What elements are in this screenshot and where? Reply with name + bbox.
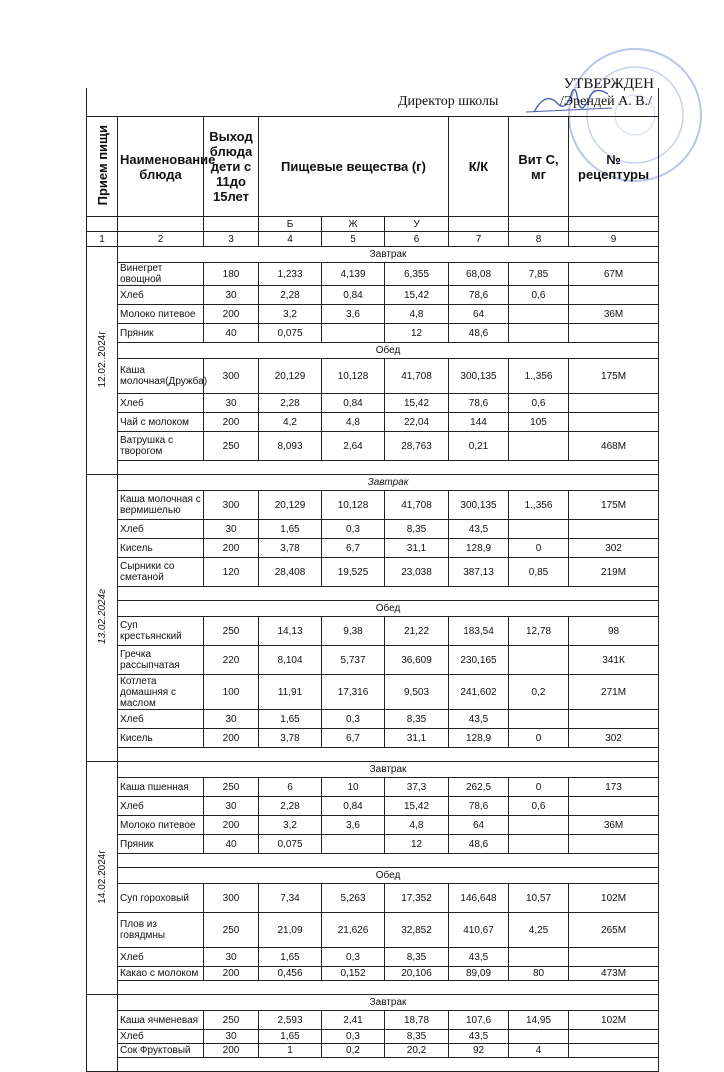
header-recipe: № рецептуры (569, 117, 659, 217)
table-row: Каша молочная с вермишелью 300 20,129 10,128 41,708 300,135 1.,356 175М (87, 491, 659, 520)
day2-breakfast-heading: 13.02.2024г Завтрак (87, 475, 659, 491)
table-row: Каша ячменевая 250 2,593 2,41 18,78 107,6 14,95 102М (87, 1011, 659, 1030)
table-row: Плов из говядмны 250 21,09 21,626 32,852 410,67 4,25 265М (87, 913, 659, 948)
day3-breakfast-heading: 14.02.2024г Завтрак (87, 762, 659, 778)
day2-spacer-row (87, 587, 659, 601)
table-row: Хлеб 30 1,65 0,3 8,35 43,5 (87, 710, 659, 729)
header-zh: Ж (322, 217, 385, 232)
table-row: Хлеб 30 2,28 0,84 15,42 78,6 0,6 (87, 797, 659, 816)
table-row: Каша молочная(Дружба) 300 20,129 10,128 41,708 300,135 1.,356 175М (87, 359, 659, 394)
header-vitc: Вит С, мг (509, 117, 569, 217)
table-row: Винегрет овощной 180 1,233 4,139 6,355 68,08 7,85 67М (87, 263, 659, 286)
header-kk: К/К (449, 117, 509, 217)
day2-date: 13.02.2024г (87, 475, 118, 762)
day4-end-spacer (87, 1058, 659, 1072)
header-row (87, 117, 659, 217)
header-u: У (385, 217, 449, 232)
table-row: Гречка рассыпчатая 220 8,104 5,737 36,609 230,165 341К (87, 646, 659, 675)
day1-lunch-heading: Обед (87, 343, 659, 359)
day1-breakfast-heading: 12.02..2024г Завтрак (87, 247, 659, 263)
header-subcols (87, 217, 659, 232)
table-row: Хлеб 30 2,28 0,84 15,42 78,6 0,6 (87, 286, 659, 305)
header-top-spacer (87, 88, 659, 117)
table-row: Кисель 200 3,78 6,7 31,1 128,9 0 302 (87, 729, 659, 748)
day3-date: 14.02.2024г (87, 762, 118, 995)
header-meal: Прием пищи (87, 117, 118, 217)
table-row: Суп крестьянский 250 14,13 9,38 21,22 183,54 12,78 98 (87, 617, 659, 646)
table-row: Пряник 40 0,075 12 48,6 (87, 835, 659, 854)
header-numbers: 1 2 3 4 5 6 7 8 9 (87, 232, 659, 247)
day4-breakfast-heading: Завтрак (87, 995, 659, 1011)
header-nutrients: Пищевые вещества (г) (259, 117, 449, 217)
day1-date: 12.02..2024г (87, 247, 118, 475)
table-row: Какао с молоком 200 0,456 0,152 20,106 89,09 80 473М (87, 967, 659, 981)
day2-lunch-heading: Обед (87, 601, 659, 617)
table-row: Хлеб 30 2,28 0,84 15,42 78,6 0,6 (87, 394, 659, 413)
day3-spacer-row (87, 854, 659, 868)
table-row: Хлеб 30 1,65 0,3 8,35 43,5 (87, 1030, 659, 1044)
day2-end-spacer (87, 748, 659, 762)
table-row: Каша пшенная 250 6 10 37,3 262,5 0 173 (87, 778, 659, 797)
header-dish: Наименование блюда (118, 117, 204, 217)
table-row: Сок Фруктовый 200 1 0,2 20,2 92 4 (87, 1044, 659, 1058)
table-row: Пряник 40 0,075 12 48,6 (87, 324, 659, 343)
table-row: Сырники со сметаной 120 28,408 19,525 23,038 387,13 0,85 219М (87, 558, 659, 587)
approved-title: УТВЕРЖДЕН (563, 76, 654, 92)
table-row: Котлета домашняя с маслом 100 11,91 17,316 9,503 241,602 0,2 271М (87, 675, 659, 710)
table-row: Суп гороховый 300 7,34 5,263 17,352 146,648 10,57 102М (87, 884, 659, 913)
header-yield: Выход блюда дети с 11до 15лет (204, 117, 259, 217)
director-label: Директор школы (398, 94, 499, 109)
day3-lunch-heading: Обед (87, 868, 659, 884)
table-row: Хлеб 30 1,65 0,3 8,35 43,5 (87, 948, 659, 967)
menu-table (86, 88, 659, 1072)
table-row: Чай с молоком 200 4,2 4,8 22,04 144 105 (87, 413, 659, 432)
table-row: Молоко питевое 200 3,2 3,6 4,8 64 36М (87, 816, 659, 835)
day4-date (87, 995, 118, 1072)
day3-end-spacer (87, 981, 659, 995)
table-row: Ватрушка с творогом 250 8,093 2,64 28,763 0,21 468М (87, 432, 659, 461)
director-name: /Эрендей А. В./ (559, 94, 652, 109)
table-row: Молоко питевое 200 3,2 3,6 4,8 64 36М (87, 305, 659, 324)
table-row: Кисель 200 3,78 6,7 31,1 128,9 0 302 (87, 539, 659, 558)
day1-spacer-row (87, 461, 659, 475)
header-b: Б (259, 217, 322, 232)
table-row: Хлеб 30 1,65 0,3 8,35 43,5 (87, 520, 659, 539)
